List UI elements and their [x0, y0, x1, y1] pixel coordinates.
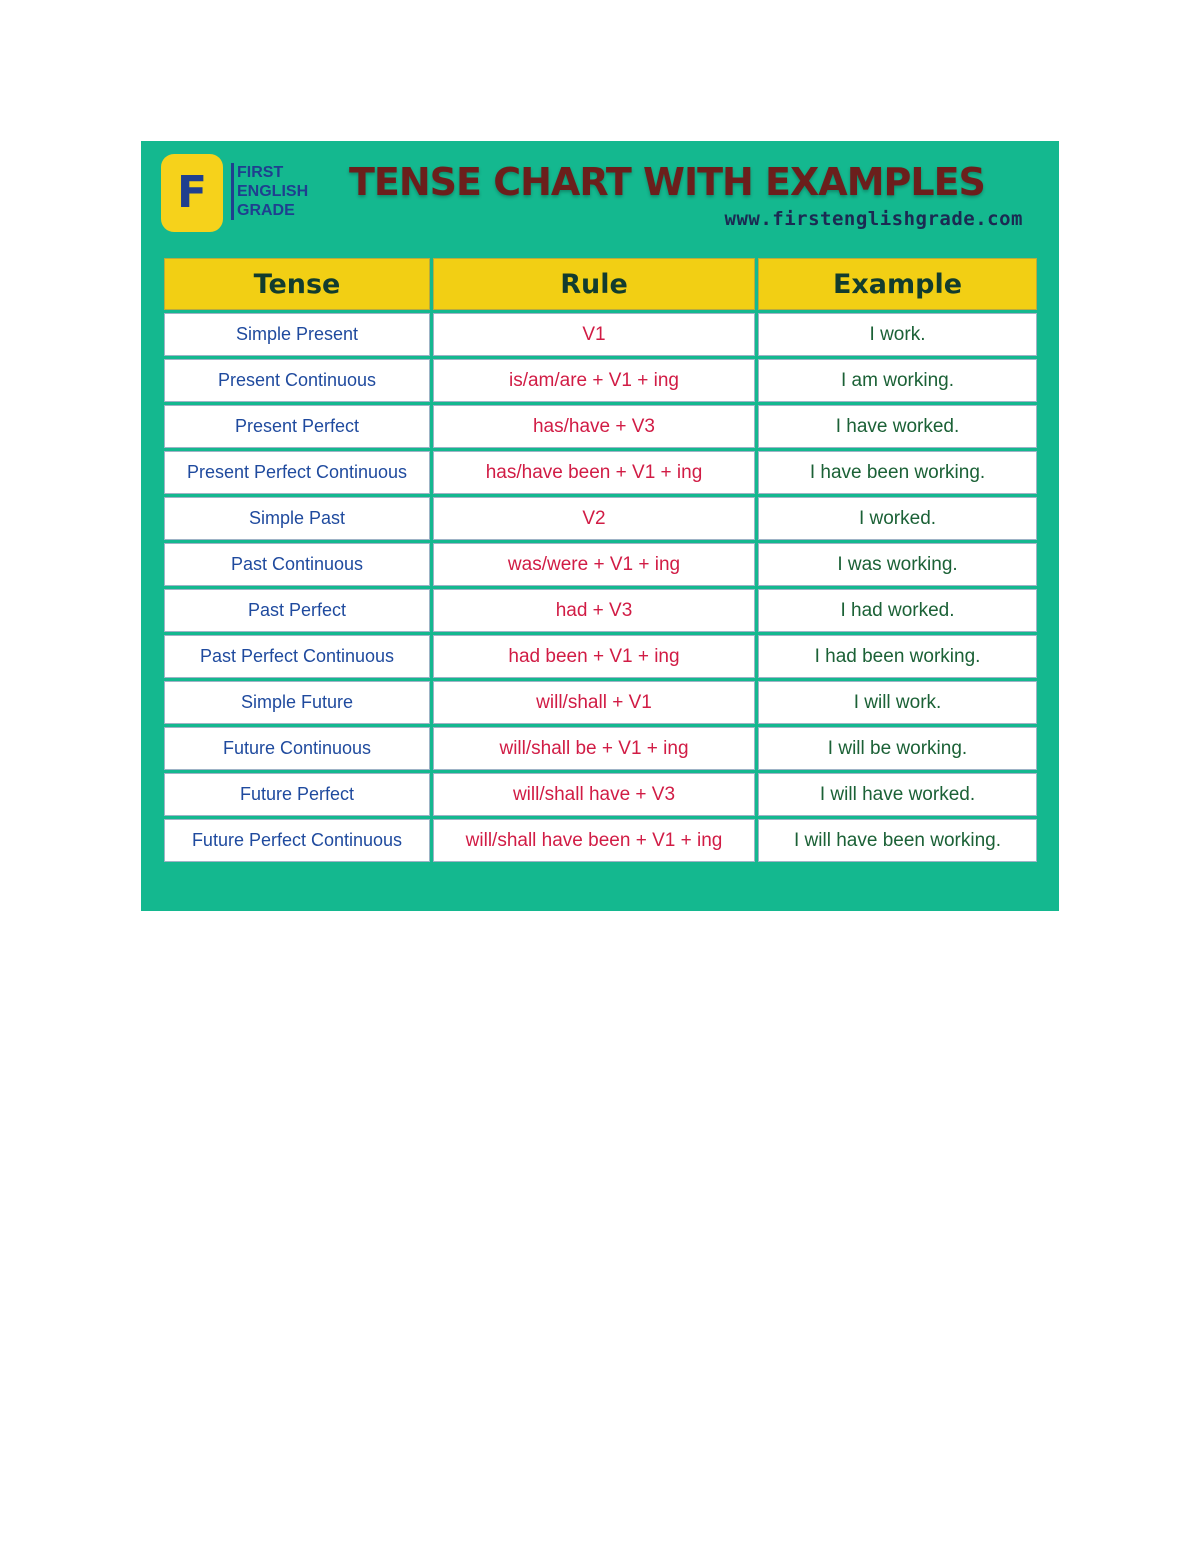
tense-cell: Present Perfect Continuous [164, 451, 430, 494]
table-row [164, 359, 1037, 402]
table-row [164, 451, 1037, 494]
table-row [164, 681, 1037, 724]
rule-cell: has/have + V3 [433, 405, 755, 448]
tense-cell: Past Perfect Continuous [164, 635, 430, 678]
tense-chart-card [141, 141, 1059, 911]
logo-letter: F [176, 167, 208, 218]
table-row [164, 405, 1037, 448]
example-cell: I will work. [758, 681, 1037, 724]
rule-cell: will/shall be + V1 + ing [433, 727, 755, 770]
example-cell: I had been working. [758, 635, 1037, 678]
brand-line: GRADE [237, 202, 295, 219]
rule-cell: had been + V1 + ing [433, 635, 755, 678]
logo-badge [161, 154, 223, 232]
column-header-tense: Tense [164, 258, 430, 310]
example-cell: I will be working. [758, 727, 1037, 770]
tense-cell: Future Perfect [164, 773, 430, 816]
example-cell: I have worked. [758, 405, 1037, 448]
table-row [164, 773, 1037, 816]
rule-cell: V1 [433, 313, 755, 356]
example-cell: I have been working. [758, 451, 1037, 494]
table-row [164, 635, 1037, 678]
tense-cell: Simple Past [164, 497, 430, 540]
column-header-example: Example [758, 258, 1037, 310]
example-cell: I will have been working. [758, 819, 1037, 862]
rule-cell: is/am/are + V1 + ing [433, 359, 755, 402]
brand-name [231, 163, 323, 220]
example-cell: I had worked. [758, 589, 1037, 632]
rule-cell: will/shall have been + V1 + ing [433, 819, 755, 862]
website-url: www.firstenglishgrade.com [724, 208, 1023, 230]
tense-cell: Present Continuous [164, 359, 430, 402]
table-row [164, 727, 1037, 770]
rule-cell: will/shall have + V3 [433, 773, 755, 816]
rule-cell: will/shall + V1 [433, 681, 755, 724]
column-header-rule: Rule [433, 258, 755, 310]
example-cell: I worked. [758, 497, 1037, 540]
example-cell: I was working. [758, 543, 1037, 586]
brand-line: ENGLISH [237, 183, 309, 200]
tense-cell: Past Continuous [164, 543, 430, 586]
tense-table [161, 255, 1040, 865]
example-cell: I am working. [758, 359, 1037, 402]
rule-cell: was/were + V1 + ing [433, 543, 755, 586]
table-body [164, 313, 1037, 862]
tense-cell: Future Perfect Continuous [164, 819, 430, 862]
tense-cell: Past Perfect [164, 589, 430, 632]
table-row [164, 543, 1037, 586]
table-row [164, 589, 1037, 632]
tense-cell: Present Perfect [164, 405, 430, 448]
rule-cell: had + V3 [433, 589, 755, 632]
rule-cell: V2 [433, 497, 755, 540]
chart-title: TENSE CHART WITH EXAMPLES [349, 160, 985, 204]
tense-cell: Future Continuous [164, 727, 430, 770]
tense-cell: Simple Future [164, 681, 430, 724]
example-cell: I work. [758, 313, 1037, 356]
table-row [164, 313, 1037, 356]
table-header-row [164, 258, 1037, 310]
tense-cell: Simple Present [164, 313, 430, 356]
rule-cell: has/have been + V1 + ing [433, 451, 755, 494]
brand-line: FIRST [237, 164, 284, 181]
example-cell: I will have worked. [758, 773, 1037, 816]
table-row [164, 819, 1037, 862]
table-row [164, 497, 1037, 540]
